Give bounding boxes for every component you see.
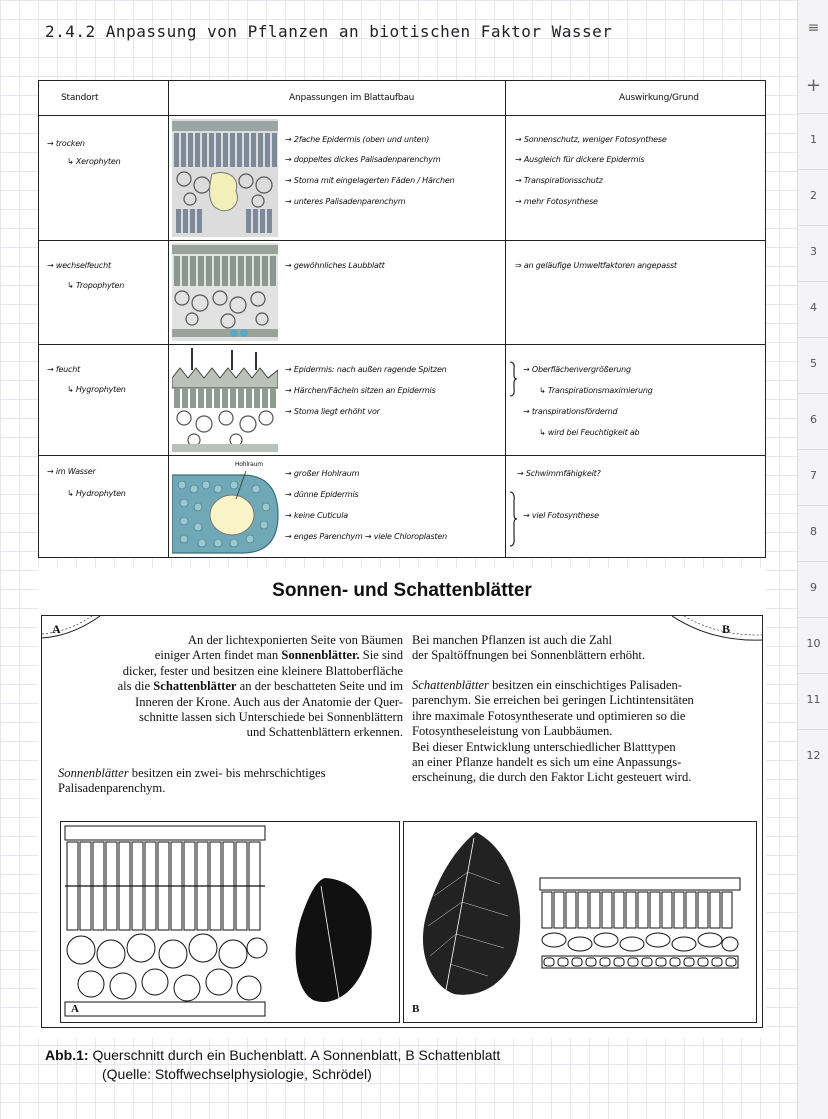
- page-heading: 2.4.2 Anpassung von Pflanzen an biotischen Faktor Wasser: [45, 22, 613, 41]
- caption-line-2: (Quelle: Stoffwechselphysiologie, Schrödel): [102, 1066, 372, 1082]
- row4-adapt-1: → großer Hohlraum: [285, 469, 360, 478]
- line-text: Sie sind: [359, 648, 403, 663]
- page-thumbnail-1[interactable]: 1: [798, 113, 828, 166]
- row1-adapt-4: → unteres Palisadenparenchym: [285, 197, 406, 206]
- row1-adapt-2: → doppeltes dickes Palisadenparenchym: [285, 155, 441, 164]
- right_p2_lines-line: [412, 709, 757, 724]
- left_p1_lines-line: [58, 710, 403, 725]
- brace-icon: [508, 491, 518, 547]
- hydrophyte-leaf-section: [172, 459, 282, 555]
- add-page-icon[interactable]: +: [805, 75, 822, 96]
- line-text: besitzen ein einschichtiges Palisaden-: [488, 678, 682, 692]
- line-text: an der beschatteten Seite und im: [236, 679, 403, 694]
- row2-site: → wechselfeucht: [47, 261, 111, 270]
- row4-adapt-3: → keine Cuticula: [285, 511, 348, 520]
- row2-adapt-1: → gewöhnliches Laubblatt: [285, 261, 385, 270]
- page-thumbnail-4[interactable]: 4: [798, 281, 828, 334]
- header-standort: Standort: [61, 93, 99, 103]
- worksheet-title: Sonnen- und Schattenblätter: [272, 580, 532, 601]
- row4-effect-2: → viel Fotosynthese: [523, 511, 599, 520]
- badge-a-label: A: [52, 622, 61, 636]
- right_p2_lines-line: [412, 770, 757, 785]
- line-text: Inneren der Krone. Auch aus der Anatomie der Quer-: [135, 694, 403, 709]
- row3-adapt-3: → Stoma liegt erhöht vor: [285, 407, 380, 416]
- worksheet-page: [38, 568, 766, 1038]
- page-thumbnail-2[interactable]: 2: [798, 169, 828, 222]
- row3-adapt-2: → Härchen/Fächeln sitzen an Epidermis: [285, 386, 436, 395]
- page-thumbnail-12[interactable]: 12: [798, 729, 828, 782]
- brace-icon: [508, 361, 518, 397]
- page-thumbnail-8[interactable]: 8: [798, 505, 828, 558]
- header-anpassungen: Anpassungen im Blattaufbau: [289, 93, 415, 103]
- row1-effect-2: → Ausgleich für dickere Epidermis: [515, 155, 645, 164]
- line-text: einiger Arten findet man: [154, 648, 282, 663]
- italic-term: Schattenblätter: [412, 678, 489, 692]
- right_p2_lines-line: [412, 678, 757, 693]
- figure-sun-leaf: [60, 821, 400, 1023]
- line-text: an einer Pflanze handelt es sich um eine Anpassungs-: [412, 755, 682, 770]
- left_p2_lines-line: [58, 781, 403, 796]
- adaptation-table: [38, 80, 766, 558]
- right_p1_lines-line: [412, 633, 757, 648]
- row3-type: ↳ Hygrophyten: [67, 385, 126, 394]
- line-text: parenchym. Sie erreichen bei geringen Lichtintensitäten: [412, 693, 694, 708]
- right_p1_lines-line: [412, 648, 757, 663]
- line-text: Palisadenparenchym.: [58, 781, 166, 796]
- bold-term: Schattenblätter: [153, 679, 237, 694]
- row4-type: ↳ Hydrophyten: [67, 489, 126, 498]
- left_p1_lines-line: [58, 633, 403, 648]
- figure-caption: [45, 1046, 500, 1084]
- hygrophyte-leaf-section: [172, 348, 278, 452]
- row1-type: ↳ Xerophyten: [67, 157, 121, 166]
- caption-label: Abb.1:: [45, 1047, 89, 1063]
- left_p1_lines-line: [58, 725, 403, 740]
- left_p1_lines-line: [58, 679, 403, 694]
- xerophyte-leaf-section: [172, 119, 278, 237]
- row3-effect-3: → transpirationsfördernd: [523, 407, 618, 416]
- right_p2_lines-line: [412, 724, 757, 739]
- row3-adapt-1: → Epidermis: nach außen ragende Spitzen: [285, 365, 447, 374]
- line-text: Bei manchen Pflanzen ist auch die Zahl: [412, 633, 613, 647]
- right-paragraph-1: [412, 633, 757, 664]
- figure-b-label: B: [412, 1003, 420, 1015]
- right_p2_lines-line: [412, 740, 757, 755]
- shade-leaf-cross-section: [404, 822, 756, 1022]
- left_p1_lines-line: [58, 664, 403, 679]
- line-text: erscheinung, die durch den Faktor Licht gesteuert wird.: [412, 770, 692, 785]
- right_p2_lines-line: [412, 693, 757, 708]
- row1-adapt-3: → Stoma mit eingelagerten Fäden / Härchen: [285, 176, 455, 185]
- row2-type: ↳ Tropophyten: [67, 281, 125, 290]
- figure-shade-leaf: [403, 821, 757, 1023]
- page-thumbnail-5[interactable]: 5: [798, 337, 828, 390]
- right_p2_lines-line: [412, 755, 757, 770]
- right-paragraph-2: [412, 678, 757, 786]
- line-text: An der lichtexponierten Seite von Bäumen: [187, 633, 403, 647]
- line-text: und Schattenblättern erkennen.: [246, 725, 403, 740]
- left-paragraph-1: [58, 633, 403, 741]
- worksheet-frame: [41, 615, 763, 1028]
- page-thumbnail-3[interactable]: 3: [798, 225, 828, 278]
- figure-a-label: A: [71, 1003, 79, 1015]
- row4-site: → im Wasser: [47, 467, 96, 476]
- page-rail: [797, 0, 828, 1119]
- header-auswirkung: Auswirkung/Grund: [619, 93, 699, 103]
- sun-leaf-cross-section: [61, 822, 399, 1022]
- line-text: dicker, fester und besitzen eine kleinere Blattoberfläche: [122, 663, 403, 678]
- badge-b-label: B: [722, 622, 731, 636]
- row1-adapt-1: → 2fache Epidermis (oben und unten): [285, 135, 430, 144]
- row1-effect-4: → mehr Fotosynthese: [515, 197, 598, 206]
- row1-site: → trocken: [47, 139, 85, 148]
- row3-site: → feucht: [47, 365, 81, 374]
- bold-term: Sonnenblätter.: [281, 648, 360, 663]
- line-text: der Spaltöffnungen bei Sonnenblättern erhöht.: [412, 648, 646, 663]
- caption-line-1: Querschnitt durch ein Buchenblatt. A Sonnenblatt, B Schattenblatt: [92, 1047, 501, 1063]
- menu-icon[interactable]: ≡: [807, 20, 820, 36]
- hohlraum-label: Hohlraum: [235, 461, 263, 468]
- left_p2_lines-line: [58, 766, 403, 781]
- row3-effect-4: ↳ wird bei Feuchtigkeit ab: [539, 428, 640, 437]
- row4-adapt-4: → enges Parenchym → viele Chloroplasten: [285, 532, 447, 541]
- left_p1_lines-line: [58, 648, 403, 663]
- row2-effect-1: ⇒ an geläufige Umweltfaktoren angepasst: [515, 261, 677, 270]
- line-text: schnitte lassen sich Unterschiede bei Sonnenblättern: [138, 710, 403, 725]
- line-text: ihre maximale Fotosyntheserate und optimieren so die: [412, 708, 686, 723]
- line-text: Fotosyntheseleistung von Laubbäumen.: [412, 724, 613, 739]
- row4-effect-1: → Schwimmfähigkeit?: [517, 469, 601, 478]
- line-text: besitzen ein zwei- bis mehrschichtiges: [128, 766, 326, 780]
- page-thumbnail-6[interactable]: 6: [798, 393, 828, 446]
- italic-term: Sonnenblätter: [58, 766, 129, 780]
- row1-effect-3: → Transpirationsschutz: [515, 176, 603, 185]
- tropophyte-leaf-section: [172, 243, 278, 341]
- page-thumbnail-7[interactable]: 7: [798, 449, 828, 502]
- left-paragraph-2: [58, 766, 403, 797]
- page-thumbnail-10[interactable]: 10: [798, 617, 828, 670]
- page-thumbnail-9[interactable]: 9: [798, 561, 828, 614]
- left_p1_lines-line: [58, 695, 403, 710]
- page-thumbnail-11[interactable]: 11: [798, 673, 828, 726]
- row1-effect-1: → Sonnenschutz, weniger Fotosynthese: [515, 135, 667, 144]
- row3-effect-1: → Oberflächenvergrößerung: [523, 365, 631, 374]
- row3-effect-2: ↳ Transpirationsmaximierung: [539, 386, 653, 395]
- row4-adapt-2: → dünne Epidermis: [285, 490, 359, 499]
- line-text: Bei dieser Entwicklung unterschiedlicher Blatttypen: [412, 739, 676, 754]
- line-text: als die: [117, 679, 154, 694]
